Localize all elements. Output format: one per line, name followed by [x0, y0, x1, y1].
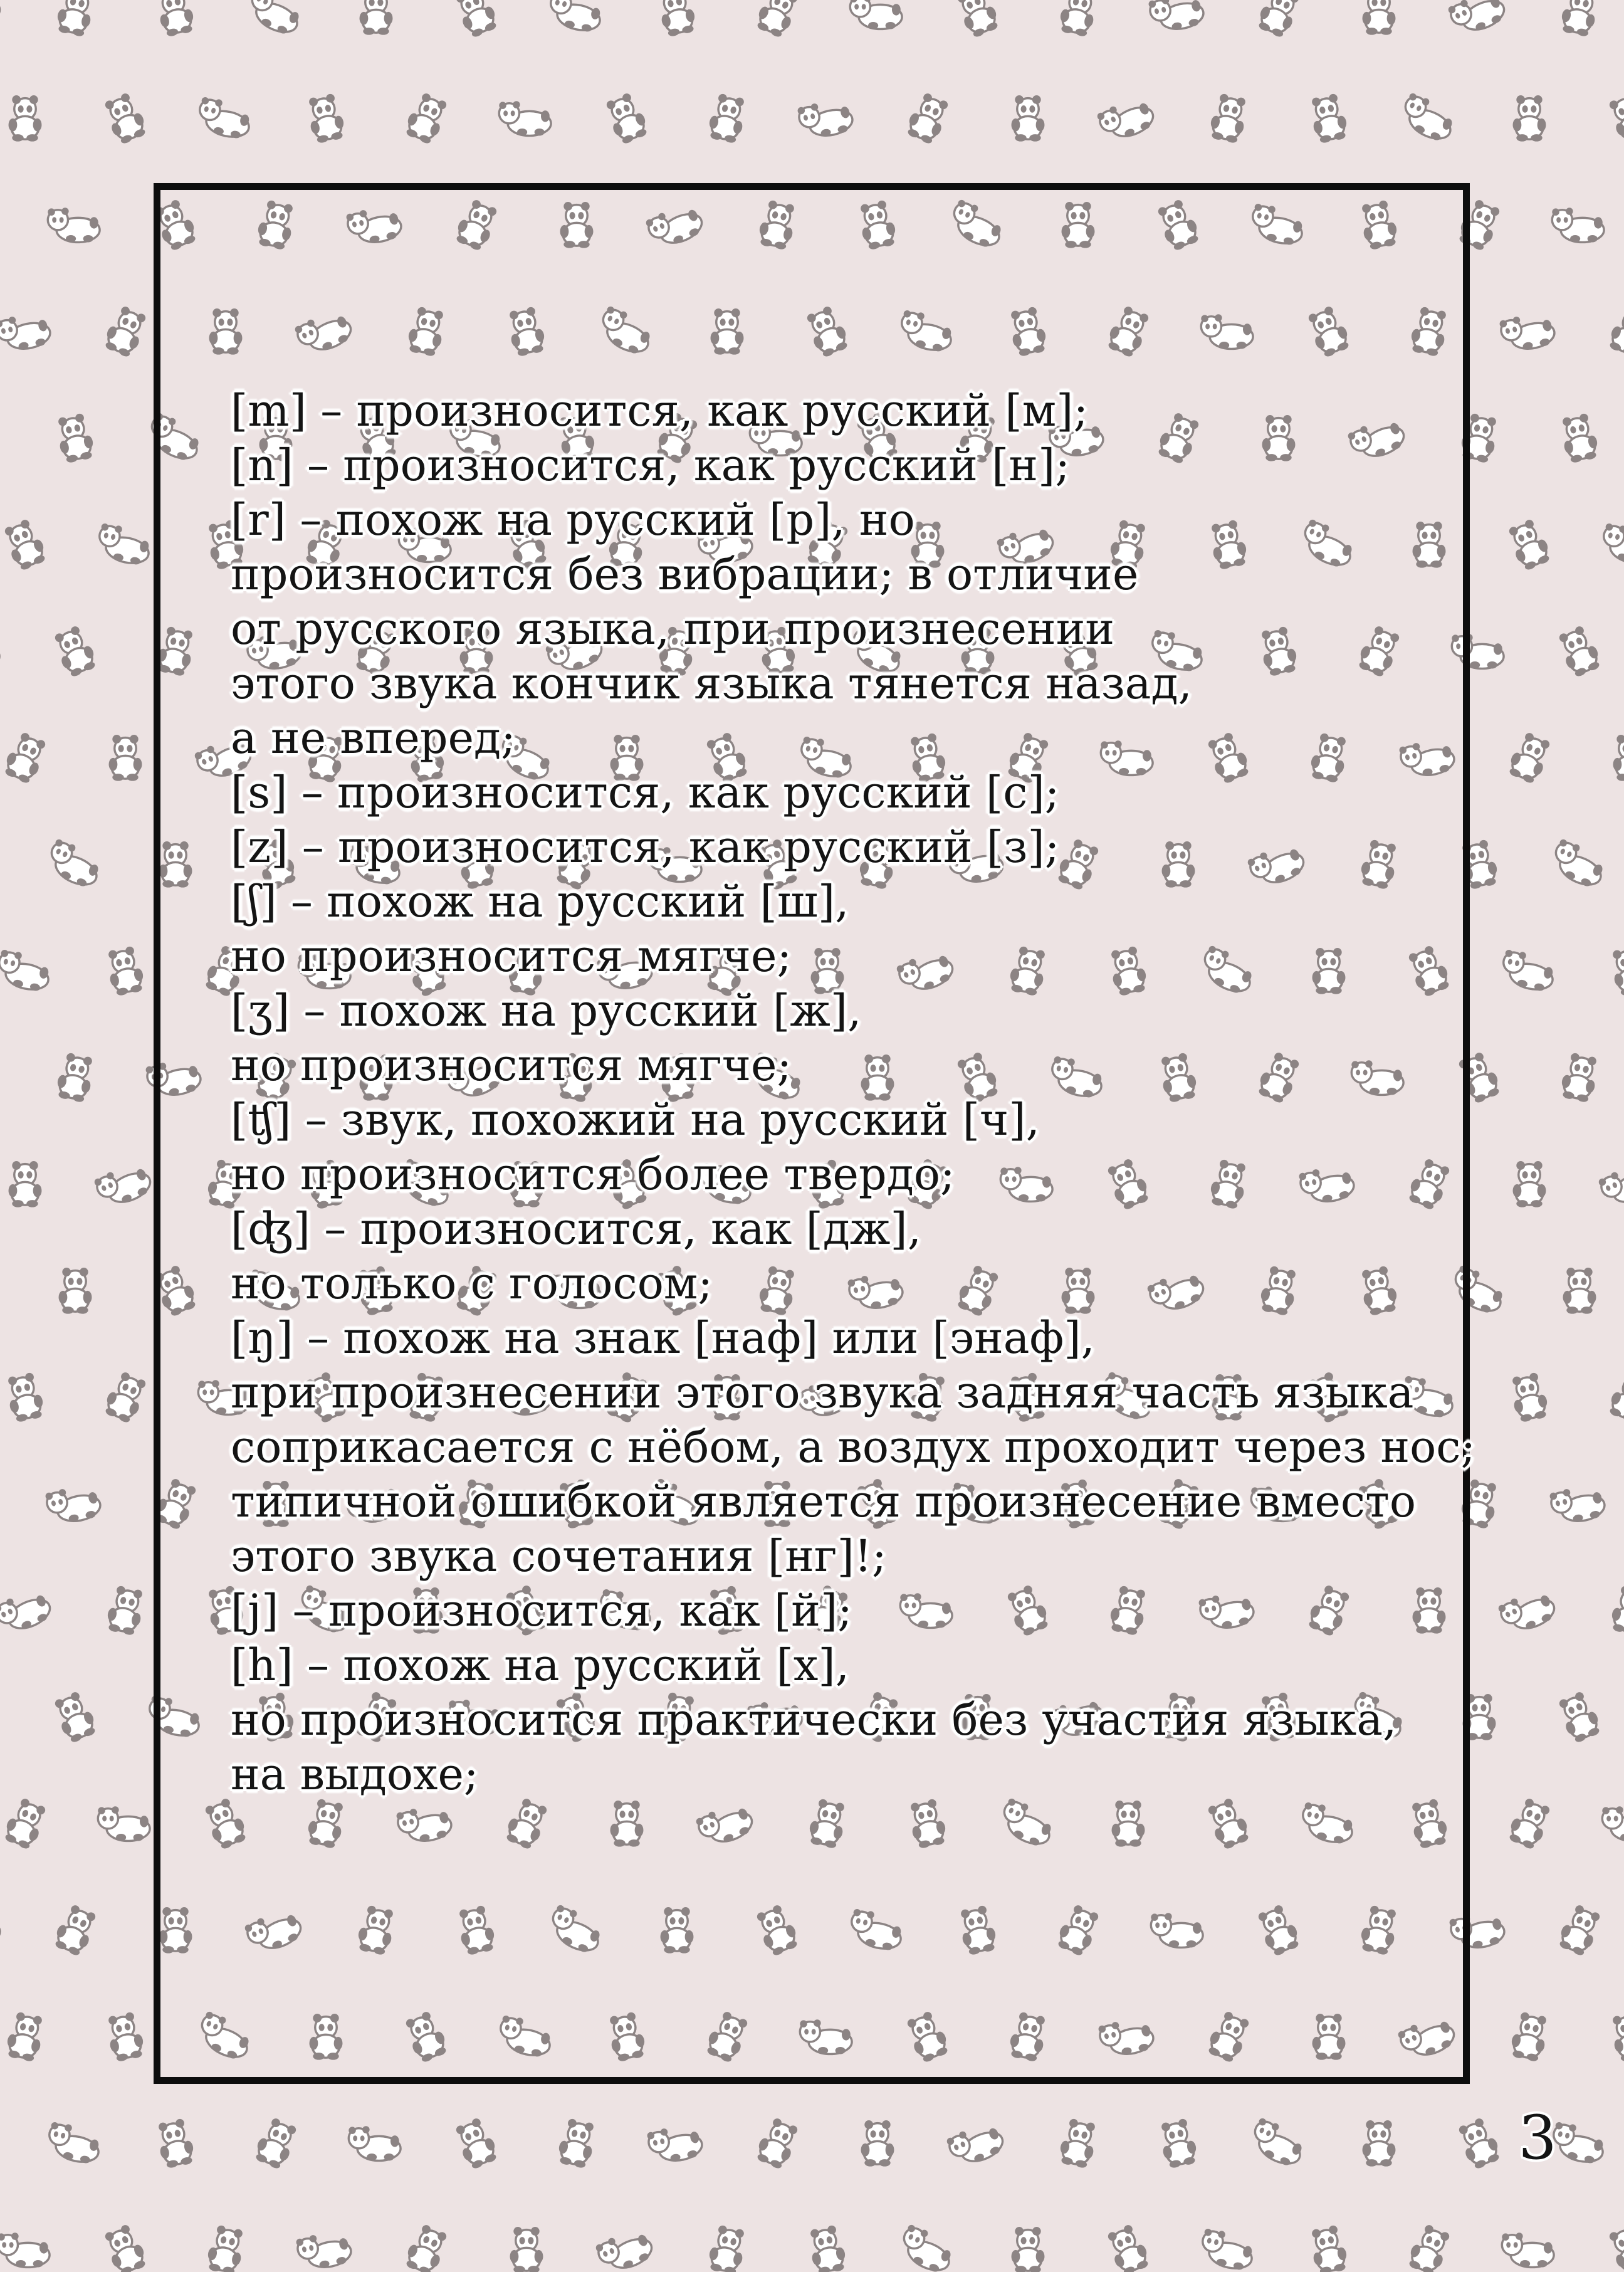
- panda-icon: [154, 0, 196, 38]
- panda-icon: [1198, 2227, 1256, 2272]
- panda-icon: [95, 522, 153, 567]
- panda-icon: [93, 1159, 154, 1211]
- panda-icon: [100, 91, 149, 147]
- panda-icon: [4, 1371, 46, 1423]
- panda-icon: [402, 91, 451, 147]
- panda-icon: [104, 945, 146, 997]
- panda-icon: [706, 2224, 748, 2272]
- text-line: произносится без вибрации; в отличие: [231, 549, 1139, 600]
- panda-icon: [1447, 0, 1508, 39]
- panda-icon: [1504, 517, 1553, 573]
- panda-icon: [1499, 310, 1556, 354]
- panda-icon: [48, 208, 100, 242]
- panda-icon: [1502, 2233, 1554, 2267]
- panda-icon: [602, 91, 651, 147]
- panda-icon: [1497, 1585, 1558, 1638]
- panda-icon: [1012, 2227, 1045, 2272]
- panda-icon: [1558, 412, 1600, 464]
- panda-icon: [594, 2224, 656, 2272]
- panda-icon: [0, 517, 49, 573]
- panda-icon: [451, 2116, 500, 2172]
- panda-icon: [1057, 0, 1099, 38]
- panda-icon: [1609, 1584, 1624, 1636]
- panda-icon: [806, 2224, 848, 2272]
- panda-icon: [1608, 2011, 1624, 2063]
- panda-icon: [1552, 208, 1604, 242]
- panda-icon: [50, 1690, 99, 1745]
- page-number: 3: [1518, 2103, 1557, 2173]
- panda-icon: [348, 2126, 401, 2160]
- panda-icon: [1605, 2222, 1624, 2272]
- text-line: [ʒ] – похож на русский [ж],: [231, 985, 862, 1036]
- panda-icon: [305, 92, 347, 144]
- text-line: [ʃ] – похож на русский [ш],: [231, 876, 849, 927]
- panda-icon: [55, 0, 97, 38]
- panda-icon: [510, 2227, 543, 2272]
- panda-icon: [45, 1482, 102, 1527]
- panda-icon: [1563, 1268, 1596, 1314]
- text-line: [r] – похож на русский [р], но: [231, 494, 915, 545]
- panda-icon: [1397, 92, 1459, 144]
- panda-icon: [54, 412, 96, 464]
- panda-icon: [646, 2122, 704, 2166]
- panda-icon: [1608, 945, 1624, 997]
- panda-icon: [903, 91, 952, 147]
- panda-icon: [1605, 91, 1624, 147]
- text-line: [j] – произносится, как [й];: [231, 1585, 852, 1636]
- panda-icon: [1454, 2116, 1503, 2172]
- panda-icon: [1247, 2117, 1308, 2169]
- panda-icon: [4, 2011, 46, 2063]
- text-line: но произносится мягче;: [231, 1039, 792, 1091]
- panda-icon: [1513, 1161, 1546, 1207]
- panda-icon: [850, 0, 902, 29]
- panda-icon: [896, 2223, 957, 2272]
- panda-icon: [1157, 2117, 1199, 2169]
- panda-icon: [753, 0, 802, 39]
- panda-icon: [451, 0, 500, 39]
- panda-icon: [556, 2117, 598, 2169]
- panda-icon: [1605, 1370, 1624, 1426]
- panda-icon: [9, 95, 42, 142]
- text-line: [m] – произносится, как русский [м];: [231, 385, 1089, 436]
- panda-icon: [656, 0, 698, 38]
- panda-icon: [1057, 2117, 1099, 2169]
- panda-icon: [1613, 735, 1624, 781]
- panda-icon: [1548, 838, 1609, 890]
- panda-icon: [205, 2224, 247, 2272]
- panda-icon: [0, 2233, 50, 2267]
- text-line: этого звука сочетания [нг]!;: [231, 1530, 887, 1582]
- panda-icon: [101, 1370, 150, 1426]
- panda-icon: [1363, 0, 1396, 35]
- text-line: этого звука кончик языка тянется назад,: [231, 658, 1192, 709]
- panda-icon: [547, 0, 604, 34]
- text-line: [ŋ] – похож на знак [наф] или [энаф],: [231, 1312, 1095, 1364]
- panda-icon: [1, 730, 50, 786]
- panda-icon: [59, 1268, 92, 1314]
- text-line: при произнесении этого звука задняя часть языка: [231, 1367, 1414, 1418]
- panda-icon: [43, 838, 105, 890]
- panda-icon: [1559, 1051, 1601, 1103]
- panda-icon: [1554, 1690, 1603, 1745]
- panda-icon: [295, 2228, 353, 2272]
- panda-icon: [1600, 522, 1624, 567]
- panda-icon: [953, 0, 1002, 39]
- panda-icon: [251, 2116, 300, 2172]
- panda-icon: [1597, 1159, 1624, 1211]
- panda-icon: [797, 97, 854, 141]
- text-line: [ʧ] – звук, похожий на русский [ч],: [231, 1094, 1040, 1145]
- panda-icon: [1096, 93, 1157, 145]
- panda-icon: [244, 0, 305, 38]
- panda-icon: [1, 1796, 50, 1852]
- text-line: [h] – похож на русский [х],: [231, 1639, 849, 1691]
- panda-icon: [0, 1585, 54, 1638]
- text-line: [ʤ] – произносится, как [дж],: [231, 1203, 921, 1254]
- text-line: а не вперед;: [231, 712, 516, 764]
- panda-icon: [1555, 1903, 1604, 1959]
- panda-icon: [55, 1051, 97, 1103]
- panda-icon: [45, 2121, 103, 2165]
- text-line: но произносится мягче;: [231, 930, 792, 982]
- panda-icon: [1148, 0, 1205, 34]
- panda-icon: [1363, 2120, 1396, 2167]
- panda-icon: [1499, 949, 1557, 993]
- panda-icon: [109, 735, 142, 781]
- panda-icon: [0, 310, 53, 354]
- panda-icon: [1549, 1482, 1606, 1527]
- panda-icon: [1509, 2011, 1551, 2063]
- phonetics-text-block: [231, 384, 1476, 1802]
- text-line: [n] – произносится, как русский [н];: [231, 439, 1070, 491]
- text-line: типичной ошибкой является произнесение вместо: [231, 1476, 1416, 1527]
- panda-icon: [98, 1806, 150, 1841]
- panda-icon: [1602, 1806, 1624, 1841]
- text-line: но произносится практически без участия языка,: [231, 1694, 1397, 1745]
- panda-icon: [1508, 1371, 1550, 1423]
- panda-icon: [50, 624, 99, 680]
- panda-icon: [1513, 95, 1546, 142]
- panda-icon: [360, 0, 393, 35]
- panda-icon: [105, 1584, 147, 1636]
- panda-icon: [100, 2222, 149, 2272]
- text-line: соприкасается с нёбом, а воздух проходит через нос;: [231, 1421, 1476, 1473]
- panda-icon: [1103, 2222, 1152, 2272]
- panda-icon: [9, 1161, 42, 1207]
- panda-icon: [196, 96, 253, 140]
- text-line: но только с голосом;: [231, 1258, 713, 1309]
- panda-icon: [51, 1903, 100, 1959]
- panda-icon: [1559, 0, 1601, 38]
- text-line: на выдохе;: [231, 1749, 479, 1800]
- panda-icon: [861, 2120, 894, 2167]
- panda-icon: [1208, 92, 1250, 144]
- text-line: [s] – произносится, как русский [с];: [231, 767, 1060, 818]
- panda-icon: [706, 92, 748, 144]
- panda-icon: [753, 2116, 802, 2172]
- panda-icon: [499, 101, 551, 135]
- text-line: от русского языка, при произнесении: [231, 603, 1115, 655]
- panda-icon: [1307, 2224, 1349, 2272]
- panda-icon: [1505, 730, 1554, 786]
- panda-icon: [1405, 2222, 1454, 2272]
- panda-icon: [1505, 1796, 1554, 1852]
- panda-icon: [945, 2118, 1007, 2170]
- panda-icon: [0, 0, 4, 39]
- panda-icon: [1554, 624, 1603, 680]
- panda-icon: [104, 2011, 146, 2063]
- panda-icon: [1605, 304, 1624, 360]
- panda-icon: [1307, 92, 1349, 144]
- text-line: но произносится более твердо;: [231, 1149, 955, 1200]
- panda-icon: [0, 1908, 3, 1953]
- panda-icon: [154, 2117, 196, 2169]
- panda-icon: [402, 2222, 451, 2272]
- panda-icon: [1012, 95, 1045, 142]
- panda-icon: [1254, 0, 1303, 39]
- panda-icon: [0, 1264, 4, 1317]
- text-line: [z] – произносится, как русский [з];: [231, 821, 1060, 873]
- panda-icon: [0, 949, 53, 993]
- panda-icon: [101, 304, 150, 360]
